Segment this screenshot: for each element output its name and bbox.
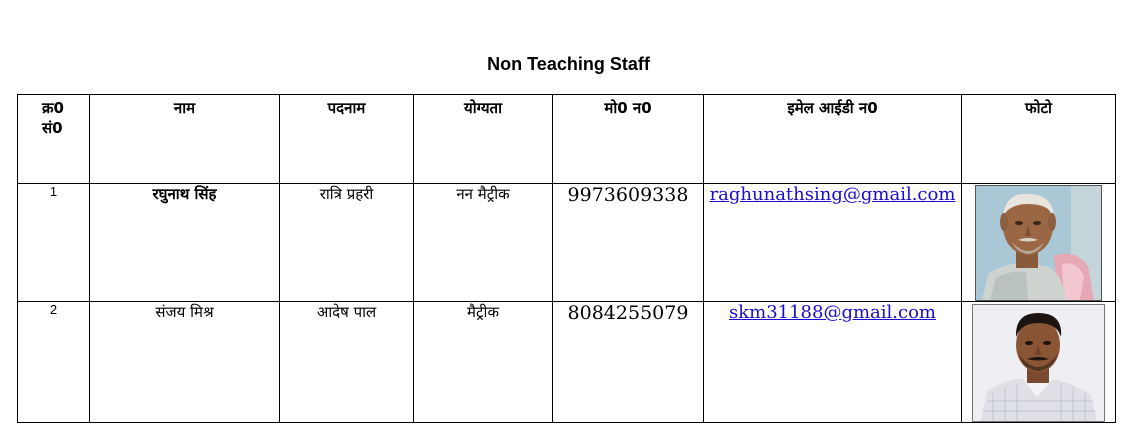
serial-cell: 1 <box>18 184 90 302</box>
column-header-email: इमेल आईडी न0 <box>704 95 962 184</box>
page-title: Non Teaching Staff <box>487 54 650 74</box>
qualification-cell: नन मैट्रीक <box>414 184 553 302</box>
serial-cell: 2 <box>18 302 90 423</box>
email-link[interactable]: raghunathsing@gmail.com <box>709 184 956 205</box>
mobile-cell: 8084255079 <box>553 302 704 423</box>
email-link[interactable]: skm31188@gmail.com <box>728 302 937 323</box>
column-header-qualification: योग्यता <box>414 95 553 184</box>
column-header-photo: फोटो <box>962 95 1116 184</box>
designation-cell: आदेष पाल <box>280 302 414 423</box>
table-row <box>18 184 1116 302</box>
mobile-cell: 9973609338 <box>553 184 704 302</box>
column-header-name: नाम <box>90 95 280 184</box>
young-man-portrait-photo <box>972 304 1105 422</box>
photo-cell <box>962 302 1116 423</box>
staff-table <box>17 94 1116 423</box>
table-header-row <box>18 95 1116 184</box>
column-header-designation: पदनाम <box>280 95 414 184</box>
table-row <box>18 302 1116 423</box>
column-header-serial: क्र0 सं0 <box>18 95 90 184</box>
name-cell: संजय मिश्र <box>90 302 280 423</box>
photo-cell <box>962 184 1116 302</box>
elderly-man-portrait-photo <box>975 185 1102 301</box>
designation-cell: रात्रि प्रहरी <box>280 184 414 302</box>
name-cell: रघुनाथ सिंह <box>90 184 280 302</box>
email-cell <box>704 302 962 423</box>
qualification-cell: मैट्रीक <box>414 302 553 423</box>
column-header-mobile: मो0 न0 <box>553 95 704 184</box>
email-cell <box>704 184 962 302</box>
